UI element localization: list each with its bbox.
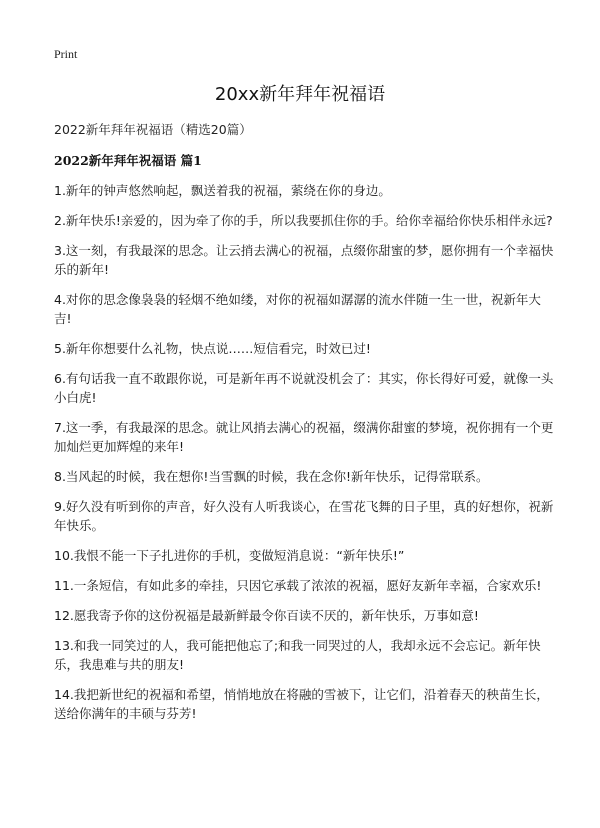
document-subtitle: 2022新年拜年祝福语（精选20篇）	[54, 122, 252, 137]
document-title: 20xx新年拜年祝福语	[214, 84, 386, 105]
print-label: Print	[54, 47, 78, 61]
greeting-item: 12.愿我寄予你的这份祝福是最新鲜最令你百读不厌的，新年快乐，万事如意!	[54, 608, 479, 623]
greeting-item: 11.一条短信，有如此多的牵挂，只因它承载了浓浓的祝福，愿好友新年幸福，合家欢乐!	[54, 578, 542, 593]
greeting-item: 4.对你的思念像袅袅的轻烟不绝如缕，对你的祝福如潺潺的流水伴随一生一世，祝新年大吉!	[54, 292, 541, 326]
greetings-list	[54, 181, 554, 734]
greeting-item: 14.我把新世纪的祝福和希望，悄悄地放在将融的雪被下，让它们，沿着春天的秧苗生长，送给你满年的丰硕与芬芳!	[54, 687, 549, 721]
greeting-item: 10.我恨不能一下子扎进你的手机，变做短消息说：“新年快乐!”	[54, 548, 405, 563]
section-heading: 2022新年拜年祝福语 篇1	[54, 153, 202, 168]
greeting-item: 1.新年的钟声悠然响起，飘送着我的祝福，萦绕在你的身边。	[54, 183, 391, 198]
greeting-item: 7.这一季，有我最深的思念。就让风捎去满心的祝福，缀满你甜蜜的梦境，祝你拥有一个更加灿烂更加辉煌的来年!	[54, 420, 554, 454]
greeting-item: 2.新年快乐!亲爱的，因为牵了你的手，所以我要抓住你的手。给你幸福给你快乐相伴永远?	[54, 213, 553, 228]
greeting-item: 3.这一刻，有我最深的思念。让云捎去满心的祝福，点缀你甜蜜的梦，愿你拥有一个幸福快乐的新年!	[54, 243, 554, 277]
greeting-item: 5.新年你想要什么礼物，快点说……短信看完，时效已过!	[54, 341, 371, 356]
greeting-item: 8.当风起的时候，我在想你!当雪飘的时候，我在念你!新年快乐，记得常联系。	[54, 469, 489, 484]
greeting-item: 13.和我一同笑过的人，我可能把他忘了;和我一同哭过的人，我却永远不会忘记。新年快乐，我患难与共的朋友!	[54, 638, 541, 672]
greeting-item: 6.有句话我一直不敢跟你说，可是新年再不说就没机会了：其实，你长得好可爱，就像一头小白虎!	[54, 371, 554, 405]
greeting-item: 9.好久没有听到你的声音，好久没有人听我谈心，在雪花飞舞的日子里，真的好想你，祝新年快乐。	[54, 499, 554, 533]
